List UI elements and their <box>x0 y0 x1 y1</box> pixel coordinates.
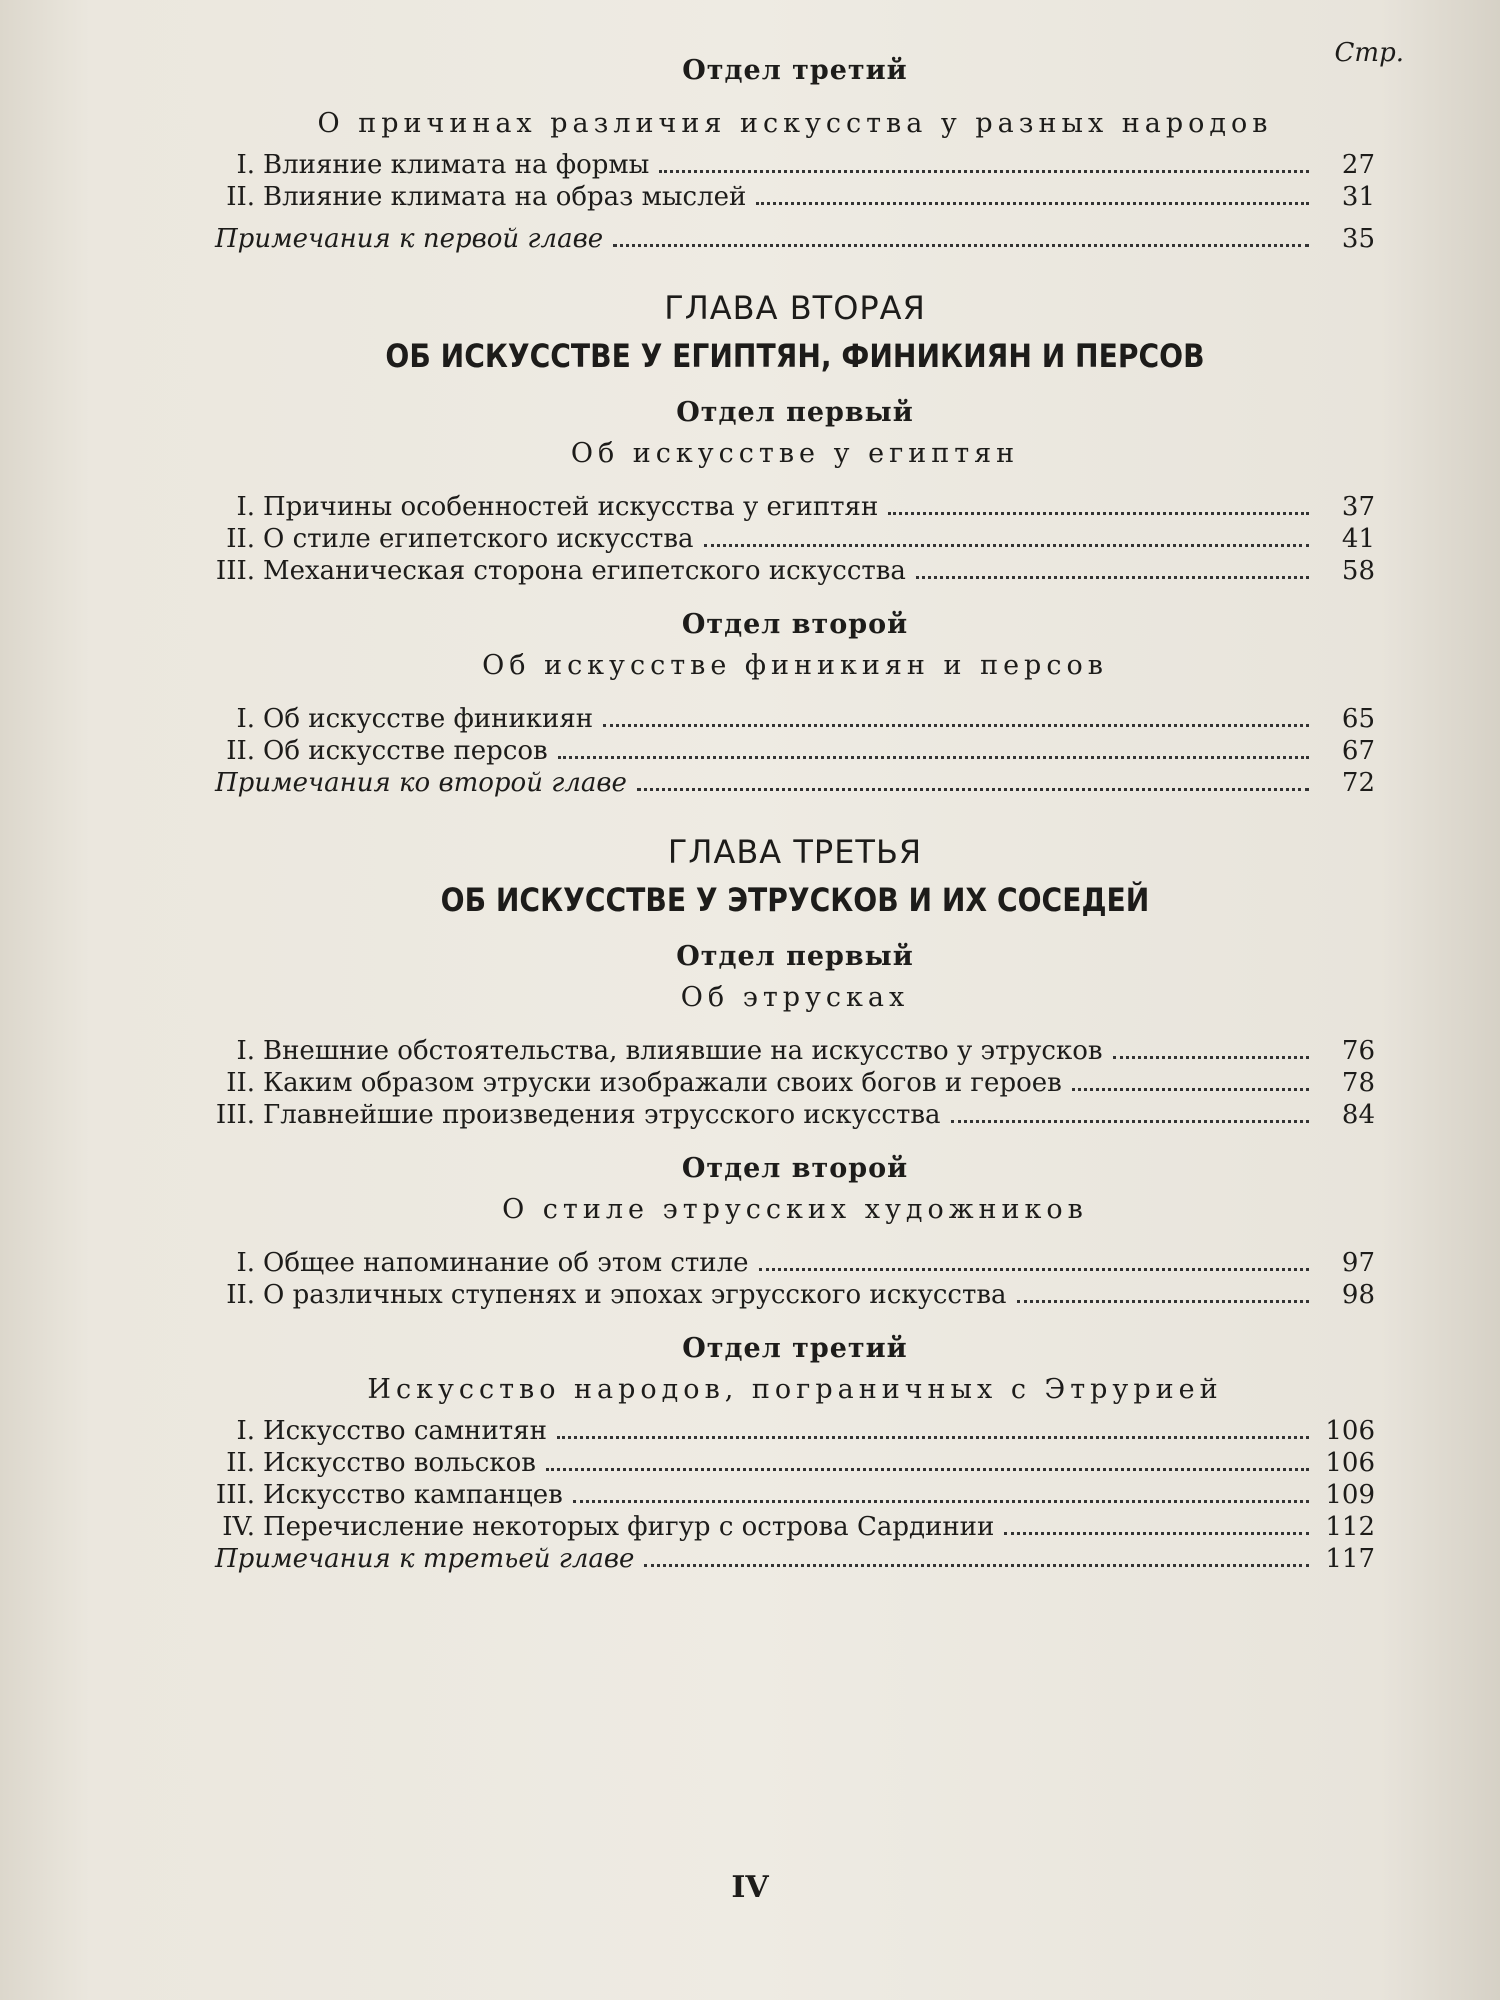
note-page: 117 <box>1325 1544 1375 1574</box>
toc-entry <box>215 735 1375 767</box>
entry-page: 109 <box>1325 1480 1375 1510</box>
dot-leader <box>916 576 1309 579</box>
entry-label: Влияние климата на образ мыслей <box>263 182 747 212</box>
entry-page: 78 <box>1341 1068 1375 1098</box>
entry-number: III. <box>215 1480 255 1510</box>
entry-number: II. <box>226 1448 255 1478</box>
note-label: Примечания к первой главе <box>215 224 604 254</box>
entry-page: 76 <box>1341 1036 1375 1066</box>
dot-leader <box>1017 1300 1309 1303</box>
entry-number: I. <box>236 1036 255 1066</box>
entry-number: I. <box>236 492 255 522</box>
entry-page: 31 <box>1341 182 1375 212</box>
dot-leader <box>704 544 1309 547</box>
note-label: Примечания ко второй главе <box>215 768 627 798</box>
entry-label: Искусство самнитян <box>263 1416 547 1446</box>
entry-page: 112 <box>1325 1512 1375 1542</box>
section-heading: Отдел третий <box>682 1333 908 1364</box>
entry-number: I. <box>236 1416 255 1446</box>
entry-number: II. <box>226 1280 255 1310</box>
entry-label: О различных ступенях и эпохах эгрусского искусства <box>263 1280 1007 1310</box>
entry-number: II. <box>226 736 255 766</box>
dot-leader <box>558 756 1309 759</box>
entry-label: Перечисление некоторых фигур с острова Сардинии <box>263 1512 995 1542</box>
entry-label: Причины особенностей искусства у египтян <box>263 492 879 522</box>
entry-page: 67 <box>1341 736 1375 766</box>
chapter-title: ОБ ИСКУССТВЕ У ЭТРУСКОВ И ИХ СОСЕДЕЙ <box>440 881 1150 919</box>
entry-number: III. <box>215 556 255 586</box>
toc-entry <box>215 1247 1375 1279</box>
chapter-label: ГЛАВА ВТОРАЯ <box>664 289 926 327</box>
section-title: Об искусстве финикиян и персов <box>482 650 1108 681</box>
dot-leader <box>637 788 1309 791</box>
toc-entry <box>215 1479 1375 1511</box>
section-heading: Отдел третий <box>682 55 908 86</box>
toc-entry <box>215 1447 1375 1479</box>
dot-leader <box>1004 1532 1309 1535</box>
entry-label: О стиле египетского искусства <box>263 524 694 554</box>
entry-label: Внешние обстоятельства, влиявшие на искусство у этрусков <box>263 1036 1103 1066</box>
entry-number: II. <box>226 182 255 212</box>
toc-entry <box>215 523 1375 555</box>
toc-entry <box>215 1511 1375 1543</box>
dot-leader <box>756 202 1309 205</box>
dot-leader <box>557 1436 1309 1439</box>
entry-page: 106 <box>1325 1416 1375 1446</box>
entry-number: II. <box>226 1068 255 1098</box>
dot-leader <box>951 1120 1310 1123</box>
section-title: Об искусстве у египтян <box>570 438 1020 469</box>
entry-label: Главнейшие произведения этрусского искусства <box>263 1100 941 1130</box>
toc-note-entry <box>215 767 1375 799</box>
toc-note-entry <box>215 223 1375 255</box>
entry-label: Механическая сторона египетского искусства <box>263 556 906 586</box>
dot-leader <box>613 244 1309 247</box>
entry-page: 27 <box>1341 150 1375 180</box>
section-heading: Отдел второй <box>681 1153 909 1184</box>
entry-page: 37 <box>1341 492 1375 522</box>
toc-entry <box>215 1415 1375 1447</box>
section-title: Искусство народов, пограничных с Этрурией <box>367 1374 1223 1405</box>
note-page: 72 <box>1341 768 1375 798</box>
toc-entry <box>215 181 1375 213</box>
dot-leader <box>759 1268 1309 1271</box>
section-title: Об этрусках <box>680 982 910 1013</box>
dot-leader <box>573 1500 1309 1503</box>
page-column-header: Стр. <box>1334 38 1404 68</box>
toc-entry <box>215 555 1375 587</box>
toc-entry <box>215 491 1375 523</box>
entry-page: 106 <box>1325 1448 1375 1478</box>
section-heading: Отдел первый <box>676 941 914 972</box>
dot-leader <box>659 170 1309 173</box>
entry-number: II. <box>226 524 255 554</box>
entry-label: Влияние климата на формы <box>263 150 650 180</box>
entry-label: Об искусстве финикиян <box>263 704 594 734</box>
entry-page: 41 <box>1341 524 1375 554</box>
entry-label: Об искусстве персов <box>263 736 548 766</box>
dot-leader <box>603 724 1309 727</box>
dot-leader <box>888 512 1309 515</box>
entry-number: IV. <box>222 1512 255 1542</box>
table-of-contents <box>215 55 1375 1575</box>
dot-leader <box>1113 1056 1310 1059</box>
entry-number: I. <box>236 704 255 734</box>
entry-label: Каким образом этруски изображали своих богов и героев <box>263 1068 1062 1098</box>
dot-leader <box>644 1564 1309 1567</box>
entry-number: I. <box>236 1248 255 1278</box>
dot-leader <box>1072 1088 1309 1091</box>
entry-label: Искусство вольсков <box>263 1448 536 1478</box>
entry-number: III. <box>215 1100 255 1130</box>
entry-page: 97 <box>1341 1248 1375 1278</box>
dot-leader <box>546 1468 1309 1471</box>
entry-page: 84 <box>1341 1100 1375 1130</box>
page-folio: IV <box>731 1870 769 1905</box>
toc-entry <box>215 1099 1375 1131</box>
section-heading: Отдел второй <box>681 609 909 640</box>
section-title: О стиле этрусских художников <box>502 1194 1088 1225</box>
toc-entry <box>215 1067 1375 1099</box>
entry-page: 65 <box>1341 704 1375 734</box>
toc-entry <box>215 1035 1375 1067</box>
entry-page: 98 <box>1341 1280 1375 1310</box>
section-heading: Отдел первый <box>676 397 914 428</box>
note-page: 35 <box>1341 224 1375 254</box>
toc-entry <box>215 703 1375 735</box>
chapter-title: ОБ ИСКУССТВЕ У ЕГИПТЯН, ФИНИКИЯН И ПЕРСОВ <box>385 337 1205 375</box>
chapter-label: ГЛАВА ТРЕТЬЯ <box>667 833 923 871</box>
toc-entry <box>215 149 1375 181</box>
toc-note-entry <box>215 1543 1375 1575</box>
entry-number: I. <box>236 150 255 180</box>
entry-label: Общее напоминание об этом стиле <box>263 1248 749 1278</box>
entry-page: 58 <box>1341 556 1375 586</box>
note-label: Примечания к третьей главе <box>215 1544 635 1574</box>
entry-label: Искусство кампанцев <box>263 1480 563 1510</box>
section-title: О причинах различия искусства у разных народов <box>317 108 1273 139</box>
toc-entry <box>215 1279 1375 1311</box>
